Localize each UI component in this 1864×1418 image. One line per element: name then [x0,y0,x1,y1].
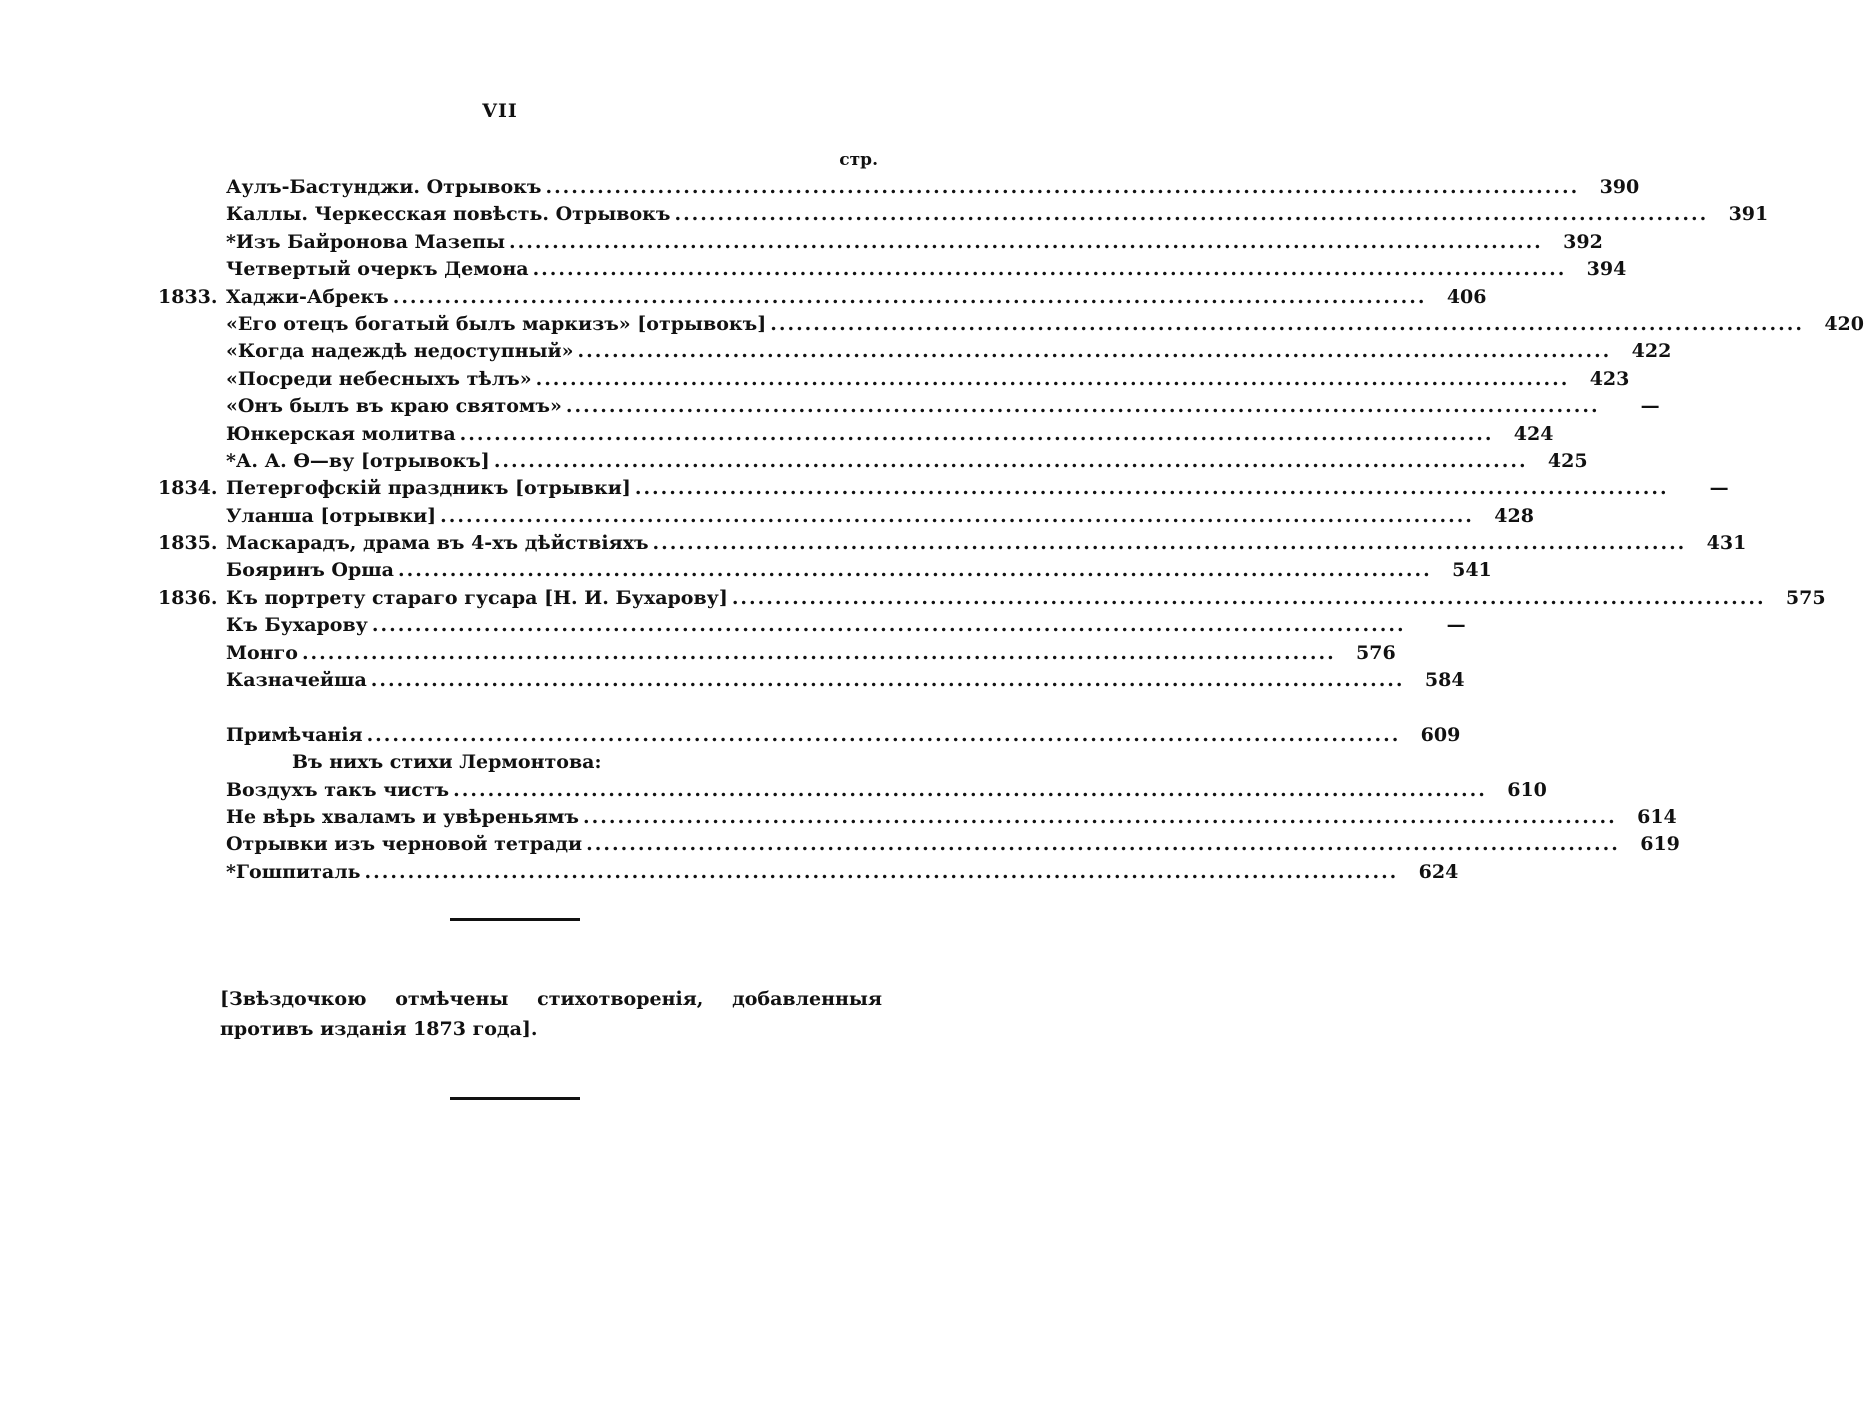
dot-leader: ........................................................................................................................ [770,312,1804,335]
dot-leader: ........................................................................................................................ [535,367,1570,390]
dot-leader: ........................................................................................................................ [301,641,1336,664]
toc-entry-title: Казначейша [226,669,367,692]
dot-leader: ........................................................................................................................ [731,586,1766,609]
dot-leader: ........................................................................................................................ [366,723,1401,746]
toc-entry [158,749,882,776]
toc-entries [158,174,1864,886]
toc-entry-page: 394 [1586,258,1627,281]
toc-entry-page: 390 [1599,176,1640,198]
toc-entry [158,557,1492,584]
toc-entry [158,475,1729,502]
divider-rule [450,918,580,921]
dot-leader: ........................................................................................................................ [509,230,1543,253]
dot-leader: ........................................................................................................................ [392,285,1427,308]
toc-entry [158,612,1466,639]
toc-entry [158,503,1534,530]
dot-leader: ........................................................................................................................ [453,778,1487,801]
toc-entry-page: 392 [1563,230,1603,253]
toc-entry [158,448,1588,475]
toc-gap [158,694,882,721]
toc-entry-title: Къ портрету стараго гусара [Н. И. Бухарову] [226,586,728,609]
toc-entry [158,585,1826,612]
toc-entry [158,338,1672,365]
toc-entry-title: Въ нихъ стихи Лермонтова: [292,751,602,774]
toc-entry [158,311,1864,338]
dot-leader: ........................................................................................................................ [440,504,1474,527]
dot-leader: ........................................................................................................................ [545,176,1580,198]
toc-entry-year: 1835. [158,532,218,555]
toc-entry [158,777,1547,804]
toc-entry-year: 1833. [158,285,218,308]
toc-entry-year: 1834. [158,477,218,500]
toc-entry-title: Не вѣрь хваламъ и увѣреньямъ [226,805,579,828]
toc-entry-page: — [1709,477,1729,500]
toc-entry-title: Четвертый очеркъ Демона [226,258,529,281]
toc-entry-page: 425 [1547,449,1588,472]
toc-entry-page: 406 [1446,285,1487,308]
toc-entry-title: Каллы. Черкесская повѣсть. Отрывокъ [226,203,671,226]
dot-leader: ........................................................................................................................ [398,559,1432,582]
toc-entry-page: 423 [1589,367,1630,390]
toc-entry-title: Къ Бухарову [226,614,368,637]
toc-entry-title: «Посреди небесныхъ тѣлъ» [226,367,532,390]
toc-entry-title: Юнкерская молитва [226,422,456,445]
page-number: VII [482,100,518,122]
dot-leader: ........................................................................................................................ [652,532,1687,555]
toc-entry-page: — [1640,395,1660,418]
toc-entry-year: 1836. [158,586,218,609]
toc-entry-page: 609 [1420,723,1461,746]
toc-entry-page: 428 [1494,504,1534,527]
toc-entry-page: 541 [1452,559,1492,582]
toc-entry [158,722,1461,749]
dot-leader: ........................................................................................................................ [364,860,1399,883]
toc-entry-page: 422 [1631,340,1672,363]
toc-entry [158,831,1680,858]
toc-entry-title: *Изъ Байронова Мазепы [226,230,506,253]
toc-entry-title: «Онъ былъ въ краю святомъ» [226,395,562,418]
toc-entry-title: Маскарадъ, драма въ 4-хъ дѣйствіяхъ [226,532,649,555]
dot-leader: ........................................................................................................................ [634,477,1669,500]
footnote: [Звѣздочкою отмѣчены стихотворенія, добавленныя противъ изданія 1873 года]. [220,988,882,1040]
toc-entry [158,229,1603,256]
toc-entry-page: 584 [1424,669,1465,692]
dot-leader: ........................................................................................................................ [532,258,1567,281]
dot-leader: ........................................................................................................................ [565,395,1600,418]
toc-entry-page: 610 [1507,778,1547,801]
toc-entry-page: 420 [1824,312,1864,335]
dot-leader: ........................................................................................................................ [459,422,1494,445]
toc-entry [158,366,1630,393]
toc-entry [158,201,1769,228]
dot-leader: ........................................................................................................................ [371,614,1406,637]
toc-entry [158,667,1465,694]
toc-entry [158,530,1747,557]
toc-entry-page: 576 [1356,641,1396,664]
toc-entry-title: Примѣчанія [226,723,363,746]
toc-entry-title: Монго [226,641,298,664]
dot-leader: ........................................................................................................................ [674,203,1709,226]
toc-entry-page: 424 [1513,422,1554,445]
toc-entry [158,256,1627,283]
dot-leader: ........................................................................................................................ [493,449,1528,472]
toc-entry-title: *А. А. Ѳ—ву [отрывокъ] [226,449,490,472]
toc-entry-title: Хаджи-Абрекъ [226,285,389,308]
toc-entry-title: Воздухъ такъ чистъ [226,778,450,801]
toc-entry-title: Уланша [отрывки] [226,504,437,527]
toc-entry-page: 624 [1418,860,1459,883]
toc-entry-title: Бояринъ Орша [226,559,394,582]
dot-leader: ........................................................................................................................ [370,669,1405,692]
toc-entry [158,393,1660,420]
toc-entry-page: — [1446,614,1466,637]
toc-entry-title: «Когда надеждѣ недоступный» [226,340,574,363]
dot-leader: ........................................................................................................................ [582,805,1617,828]
toc-entry-title: *Гошпиталь [226,860,361,883]
dot-leader: ........................................................................................................................ [586,833,1620,856]
toc-entry-title: Петергофскій праздникъ [отрывки] [226,477,631,500]
toc-entry [158,804,1677,831]
toc-entry-title: Отрывки изъ черновой тетради [226,833,583,856]
toc-entry-page: 391 [1728,203,1769,226]
toc-entry [158,284,1487,311]
table-of-contents [158,150,1864,886]
divider-rule [450,1097,580,1100]
dot-leader: ........................................................................................................................ [577,340,1612,363]
toc-entry [158,640,1396,667]
toc-entry-page: 614 [1637,805,1677,828]
toc-entry-title: Аулъ-Бастунджи. Отрывокъ [226,176,542,198]
toc-entry-title: «Его отецъ богатый былъ маркизъ» [отрывокъ] [226,312,767,335]
toc-entry [158,421,1554,448]
toc-entry-page: 619 [1640,833,1680,856]
toc-entry [158,859,1459,886]
toc-entry-page: 431 [1706,532,1747,555]
toc-entry-page: 575 [1785,586,1826,609]
toc-entry [158,174,1640,201]
page-column-header: стр. [839,150,878,170]
